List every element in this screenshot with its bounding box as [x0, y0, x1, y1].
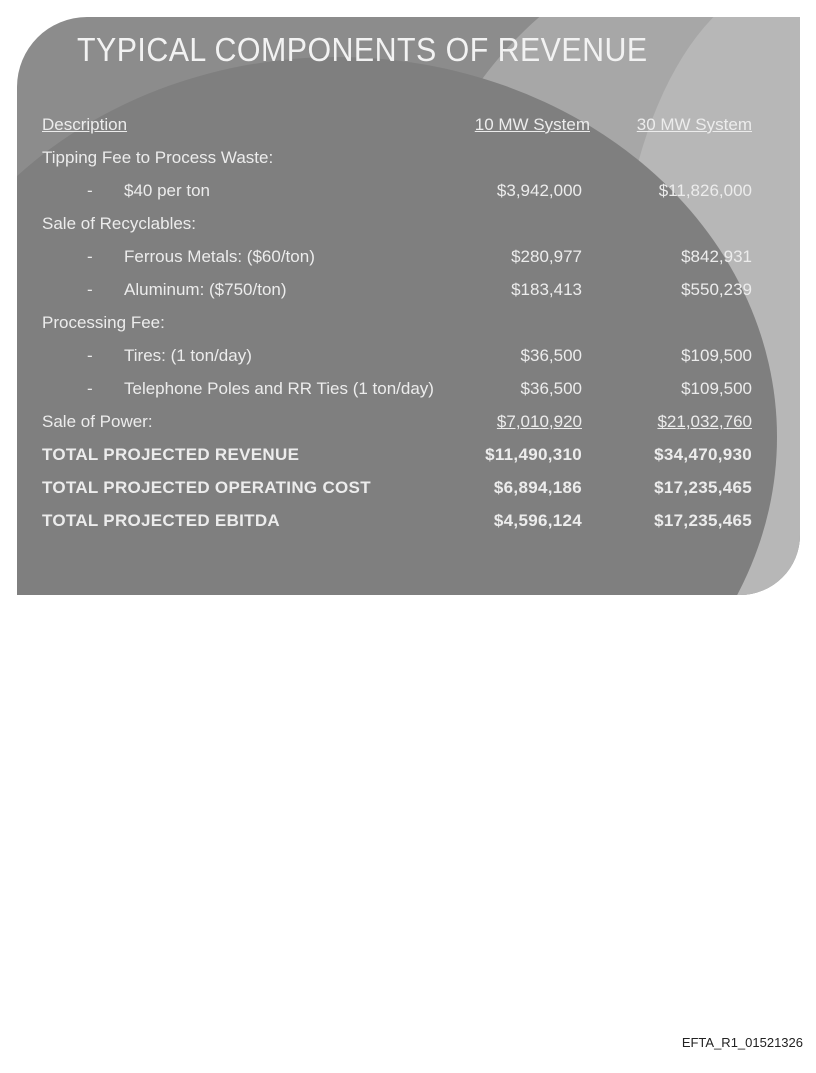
row-label: Sale of Recyclables:	[42, 214, 197, 233]
row-label: TOTAL PROJECTED EBITDA	[42, 511, 281, 530]
table-row	[42, 148, 752, 178]
value-30mw: $34,470,930	[654, 445, 752, 464]
table-row	[42, 412, 752, 442]
value-10mw: $3,942,000	[496, 181, 582, 200]
bullet-icon: -	[87, 280, 93, 299]
row-label: Ferrous Metals: ($60/ton)	[124, 247, 315, 266]
value-30mw: $17,235,465	[654, 511, 752, 530]
value-10mw: $6,894,186	[493, 478, 582, 497]
slide-title: TYPICAL COMPONENTS OF REVENUE	[77, 31, 648, 68]
table-row	[42, 214, 752, 244]
value-30mw: $842,931	[681, 247, 752, 266]
table-row	[42, 247, 752, 277]
table-row	[42, 280, 752, 310]
value-30mw: $109,500	[681, 379, 752, 398]
value-30mw: $21,032,760	[657, 412, 752, 431]
value-10mw: $280,977	[511, 247, 582, 266]
value-30mw: $550,239	[681, 280, 752, 299]
value-10mw: $7,010,920	[496, 412, 582, 431]
table-header	[42, 115, 752, 145]
document-id: EFTA_R1_01521326	[681, 1035, 803, 1050]
value-10mw: $36,500	[520, 379, 582, 398]
row-label: $40 per ton	[124, 181, 211, 200]
row-label: Sale of Power:	[42, 412, 153, 431]
value-10mw: $11,490,310	[485, 445, 582, 464]
table-row	[42, 511, 752, 541]
row-label: TOTAL PROJECTED REVENUE	[42, 445, 300, 464]
table-row	[42, 379, 752, 409]
value-10mw: $36,500	[520, 346, 582, 365]
table-row	[42, 346, 752, 376]
bullet-icon: -	[87, 379, 93, 398]
table-row	[42, 181, 752, 211]
slide	[17, 17, 800, 595]
row-label: TOTAL PROJECTED OPERATING COST	[42, 478, 371, 497]
table-row	[42, 478, 752, 508]
bullet-icon: -	[87, 181, 93, 200]
value-10mw: $183,413	[511, 280, 582, 299]
row-label: Processing Fee:	[42, 313, 165, 332]
row-label: Telephone Poles and RR Ties (1 ton/day)	[124, 379, 434, 398]
value-30mw: $17,235,465	[654, 478, 752, 497]
header-30mw: 30 MW System	[636, 115, 752, 134]
row-label: Tires: (1 ton/day)	[124, 346, 252, 365]
table-row	[42, 313, 752, 343]
header-10mw: 10 MW System	[474, 115, 590, 134]
bullet-icon: -	[87, 247, 93, 266]
row-label: Tipping Fee to Process Waste:	[42, 148, 274, 167]
value-10mw: $4,596,124	[493, 511, 582, 530]
row-label: Aluminum: ($750/ton)	[124, 280, 287, 299]
bullet-icon: -	[87, 346, 93, 365]
value-30mw: $11,826,000	[658, 181, 752, 200]
value-30mw: $109,500	[681, 346, 752, 365]
table-row	[42, 445, 752, 475]
header-description: Description	[42, 115, 128, 134]
